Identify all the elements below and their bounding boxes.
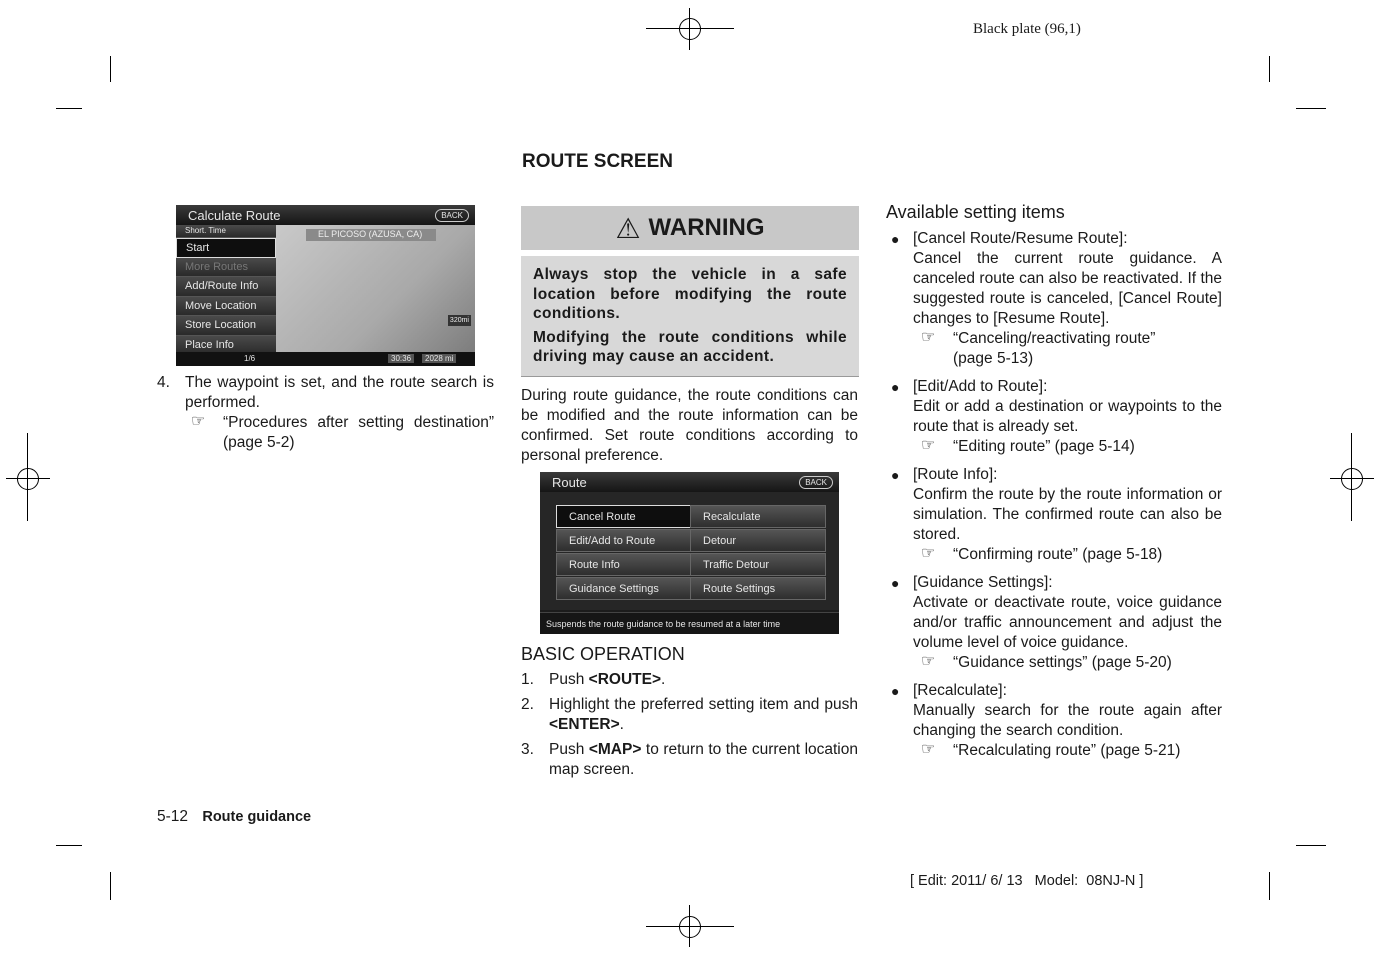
- cancel-route-button: Cancel Route: [556, 505, 692, 528]
- reference-link: “Recalculating route” (page 5-21): [953, 742, 1181, 759]
- map-image: [276, 225, 475, 352]
- plate-label: Black plate (96,1): [973, 21, 1081, 37]
- list-item: [891, 681, 1222, 761]
- route-info-button: Route Info: [556, 553, 692, 576]
- recalculate-button: Recalculate: [690, 505, 826, 528]
- step-text: The waypoint is set, and the route search is performed.: [185, 374, 494, 411]
- crop-mark: [1269, 872, 1270, 900]
- calculate-route-screenshot: [176, 205, 475, 366]
- intro-paragraph: During route guidance, the route conditions can be modified and the route information can be confirmed. Set route conditions according to personal preference.: [521, 387, 858, 464]
- menu-item-place-info: Place Info: [176, 336, 276, 356]
- reference-link: “Confirming route” (page 5-18): [953, 546, 1163, 563]
- item-label: [Cancel Route/Resume Route]:: [913, 230, 1128, 247]
- reference-hand-icon: ☞: [191, 413, 206, 430]
- reference-link: “Procedures after setting destination” (page 5-2): [223, 414, 494, 451]
- reference-hand-icon: ☞: [921, 437, 936, 454]
- registration-mark: [679, 18, 701, 40]
- menu-item-move-location: Move Location: [176, 297, 276, 317]
- page-number: 5-12: [157, 808, 189, 825]
- available-heading: Available setting items: [886, 202, 1065, 222]
- step-text: .: [661, 671, 666, 688]
- route-screenshot: [540, 472, 839, 634]
- reference-hand-icon: ☞: [921, 653, 936, 670]
- route-settings-button: Route Settings: [690, 577, 826, 600]
- step: [521, 695, 858, 735]
- item-label: [Recalculate]:: [913, 682, 1007, 699]
- list-item: [891, 573, 1222, 673]
- menu-item-more-routes: More Routes: [176, 258, 276, 278]
- crop-mark: [1296, 108, 1326, 109]
- registration-mark: [679, 916, 701, 938]
- item-description: Edit or add a destination or waypoints to the route that is already set.: [913, 398, 1222, 435]
- crop-mark: [110, 872, 111, 900]
- guidance-settings-button: Guidance Settings: [556, 577, 692, 600]
- item-description: Activate or deactivate route, voice guidance and/or traffic announcement and adjust the volume level of voice guidance.: [913, 594, 1222, 651]
- bullet: ●: [891, 467, 900, 483]
- edit-info: [ Edit: 2011/ 6/ 13 Model: 08NJ-N ]: [910, 873, 1144, 889]
- warning-title: WARNING: [648, 214, 765, 241]
- list-item: [891, 229, 1222, 369]
- menu-item-start: Start: [176, 238, 276, 258]
- reference-hand-icon: ☞: [921, 545, 936, 562]
- warning-box: [521, 206, 859, 377]
- status-bar: Suspends the route guidance to be resumed at a later time: [540, 612, 839, 634]
- warning-triangle-icon: ⚠: [615, 212, 641, 244]
- reference-link: “Guidance settings” (page 5-20): [953, 654, 1172, 671]
- section-title: ROUTE SCREEN: [522, 151, 673, 172]
- step-text: Highlight the preferred setting item and push: [549, 696, 858, 713]
- page-footer: [157, 808, 311, 826]
- destination-label: EL PICOSO (AZUSA, CA): [306, 229, 436, 241]
- route-type: Short. Time: [176, 225, 276, 238]
- item-description: Manually search for the route again after changing the search condition.: [913, 702, 1222, 739]
- back-button: BACK: [435, 209, 469, 222]
- warning-text: Modifying the route conditions while driving may cause an accident.: [533, 328, 847, 365]
- crop-mark: [56, 845, 82, 846]
- item-description: Confirm the route by the route information or simulation. The confirmed route can also be stored.: [913, 486, 1222, 543]
- list-item: [891, 465, 1222, 565]
- step-number: 3.: [521, 741, 534, 758]
- key-label: <ROUTE>: [588, 671, 661, 688]
- traffic-detour-button: Traffic Detour: [690, 553, 826, 576]
- step: [521, 740, 858, 780]
- eta-time: 30:36: [388, 354, 414, 363]
- chapter-name: Route guidance: [202, 809, 312, 825]
- key-label: <MAP>: [588, 741, 642, 758]
- step-text: to return to the current location map screen.: [549, 741, 858, 778]
- step-number: 2.: [521, 696, 534, 713]
- crop-mark: [110, 56, 111, 82]
- step-text: Push: [549, 671, 589, 688]
- step-text: Push: [549, 741, 589, 758]
- bullet: ●: [891, 231, 900, 247]
- menu-item-store-location: Store Location: [176, 316, 276, 336]
- item-label: [Edit/Add to Route]:: [913, 378, 1048, 395]
- item-description: Cancel the current route guidance. A canceled route can also be reactivated. If the suggested route is canceled, [Cancel Route] changes to [Resume Route].: [913, 250, 1222, 327]
- registration-mark: [1341, 468, 1363, 490]
- settings-list: [891, 229, 1222, 761]
- step-text: .: [619, 716, 624, 733]
- back-button: BACK: [799, 476, 833, 489]
- crop-mark: [56, 108, 82, 109]
- reference-link: “Editing route” (page 5-14): [953, 438, 1135, 455]
- step-number: 1.: [521, 671, 534, 688]
- crop-mark: [1269, 56, 1270, 82]
- menu-item-add-route-info: Add/Route Info: [176, 277, 276, 297]
- basic-steps: [521, 670, 858, 780]
- reference-link: “Canceling/reactivating route” (page 5-13): [953, 330, 1156, 367]
- route-distance: 2028 mi: [422, 354, 456, 363]
- step-number: 4.: [157, 374, 170, 391]
- crop-mark: [1296, 845, 1326, 846]
- edit-add-route-button: Edit/Add to Route: [556, 529, 692, 552]
- page-indicator: 1/6: [244, 354, 256, 363]
- list-item: [891, 377, 1222, 457]
- reference-hand-icon: ☞: [921, 741, 936, 758]
- basic-operation-heading: BASIC OPERATION: [521, 644, 685, 664]
- step: [521, 670, 858, 690]
- screen-title: Calculate Route: [188, 207, 281, 223]
- detour-button: Detour: [690, 529, 826, 552]
- map-scale: 320mi: [449, 317, 469, 324]
- bullet: ●: [891, 575, 900, 591]
- reference-hand-icon: ☞: [921, 329, 936, 346]
- key-label: <ENTER>: [549, 716, 620, 733]
- bullet: ●: [891, 683, 900, 699]
- registration-mark: [17, 468, 39, 490]
- warning-text: Always stop the vehicle in a safe location before modifying the route conditions.: [533, 266, 847, 322]
- screen-title: Route: [552, 474, 587, 490]
- item-label: [Route Info]:: [913, 466, 998, 483]
- bullet: ●: [891, 379, 900, 395]
- item-label: [Guidance Settings]:: [913, 574, 1053, 591]
- step-4: [157, 373, 494, 453]
